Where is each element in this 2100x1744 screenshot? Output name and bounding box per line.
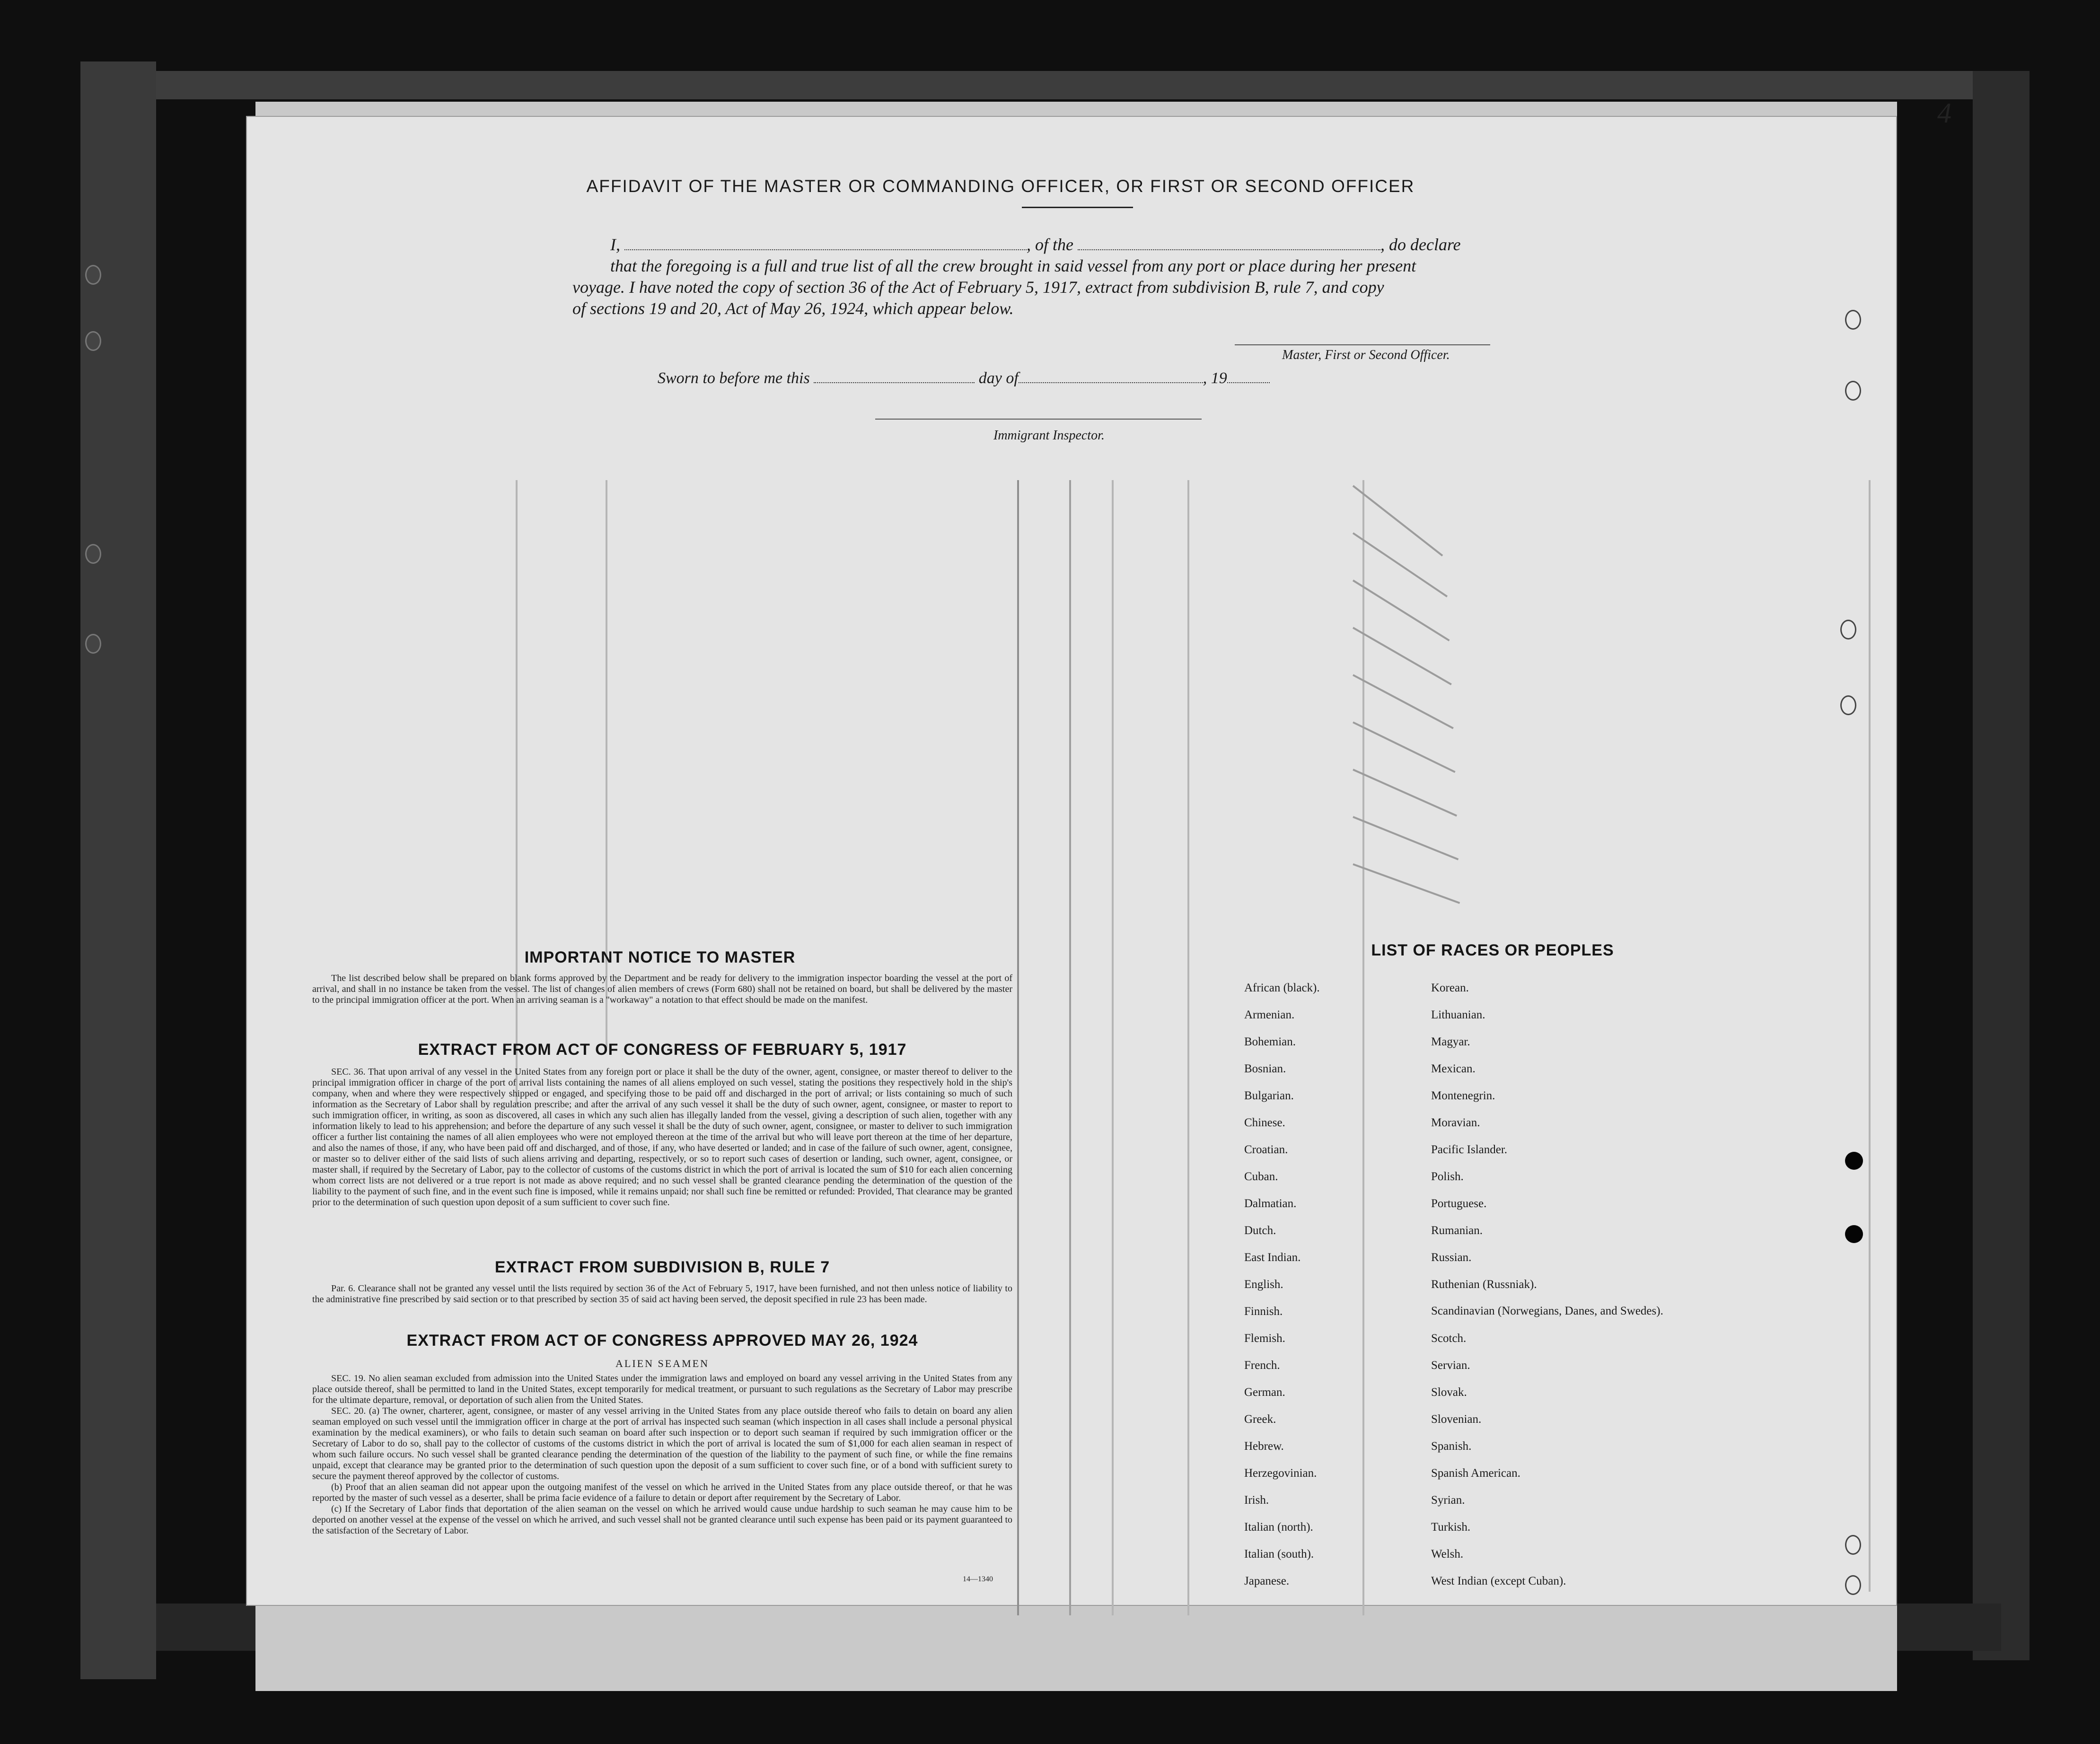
ghost-column-line — [1017, 480, 1019, 1615]
race-item: Greek. — [1244, 1413, 1276, 1426]
backdrop-right — [1973, 71, 2030, 1660]
race-item: Finnish. — [1244, 1305, 1283, 1318]
punch-hole — [1845, 1535, 1861, 1555]
punch-hole — [85, 544, 101, 564]
race-item: Montenegrin. — [1431, 1089, 1495, 1102]
extract3-subheading: ALIEN SEAMEN — [615, 1358, 709, 1369]
extract3-paragraph-1: SEC. 19. No alien seaman excluded from admission into the United States under the immigration laws and employed on board any vessel arriving in the United States from any place outside thereof, shall be permitted to land in the United States, except temporarily for medical treatment, or pursuant to such regulations as the Secretary of Labor may prescribe for the ultimate departure, removal, or deportation of such alien from the United States. — [312, 1373, 1012, 1405]
ghost-column-line — [1362, 480, 1364, 1615]
decl-line-2: that the foregoing is a full and true list of all the crew brought in said vessel from any port or place during her present — [610, 256, 1416, 275]
race-item: Italian (south). — [1244, 1548, 1314, 1560]
sworn-month-blank[interactable] — [1019, 369, 1203, 383]
punch-hole — [85, 265, 101, 285]
notice-heading: IMPORTANT NOTICE TO MASTER — [524, 948, 796, 966]
race-item: French. — [1244, 1359, 1280, 1372]
affidavit-title: AFFIDAVIT OF THE MASTER OR COMMANDING OFFICER, OR FIRST OR SECOND OFFICER — [586, 176, 1415, 196]
notice-paragraph: The list described below shall be prepared on blank forms approved by the Department and be ready for delivery to the immigration inspector boarding the vessel at the port of arrival, and shall in no instance be taken from the vessel. The list of changes of alien members of crews (Form 680) shall not be retained on board, but shall be delivered by the master to the principal immigration officer at the port. When an arriving seaman is a "workaway" a notation to that effect should be made on the manifest. — [312, 973, 1012, 1005]
sworn-day-blank[interactable] — [814, 369, 975, 383]
extract2-paragraph: Par. 6. Clearance shall not be granted any vessel until the lists required by section 36 of the Act of February 5, 1917, have been furnished, and not then unless notice of liability to the administrative fine prescribed by said section or to that prescribed by section 35 of said act having been served, the deposit specified in rule 23 has been made. — [312, 1283, 1012, 1305]
extract1-body — [312, 1067, 1012, 1208]
race-item: Dutch. — [1244, 1224, 1276, 1237]
race-item: African (black). — [1244, 982, 1320, 994]
punch-hole — [1845, 310, 1861, 330]
sworn-text-b: day of — [978, 369, 1019, 387]
punch-hole — [85, 331, 101, 351]
race-item: Cuban. — [1244, 1170, 1278, 1183]
extract3-paragraph-3: (b) Proof that an alien seaman did not appear upon the outgoing manifest of the vessel on which he arrived in the United States from any place outside thereof, or that he was reported by the master of such vessel as a deserter, shall be prima facie evidence of a failure to detain or deport after requirement by the Secretary of Labor. — [312, 1482, 1012, 1503]
ghost-stroke — [1353, 816, 1459, 860]
race-item: Pacific Islander. — [1431, 1143, 1508, 1156]
race-item: Korean. — [1431, 982, 1469, 994]
race-item: Lithuanian. — [1431, 1008, 1485, 1021]
race-item: Slovak. — [1431, 1386, 1467, 1399]
extract1-paragraph: SEC. 36. That upon arrival of any vessel in the United States from any foreign port or place it shall be the duty of the owner, agent, consignee, or master thereof to deliver to the principal immigration officer in charge of the port of arrival lists containing the names of all aliens employed on such vessel, stating the positions they respectively hold in the ship's company, when and where they were respectively shipped or engaged, and specifying those to be paid off and discharged in the port of arrival; or lists containing so much of such information as the Secretary of Labor shall by regulation prescribe; and after the arrival of any such vessel it shall be the duty of such owner, agent, consignee, or master to report to such immigration officer, in writing, as soon as discovered, all cases in which any such alien has illegally landed from the vessel, giving a description of such alien, together with any information likely to lead to his apprehension; and before the departure of any such vessel it shall be the duty of such owner, agent, consignee, or master to deliver to such immigration officer a further list containing the names of all alien employees who were not employed thereon at the time of the arrival but who will leave port thereon at the time of her departure, and also the names of those, if any, who have been paid off and discharged, and of those, if any, who have deserted or landed; and in case of the failure of such owner, agent, consignee, or master so to deliver either of the said lists of such aliens arriving and departing, respectively, or so to report such cases of desertion or landing, such owner, agent, consignee, or master shall, if required by the Secretary of Labor, pay to the collector of customs of the customs district in which the port of arrival is located the sum of $10 for each alien concerning whom correct lists are not delivered or a true report is not made as above required; and no such vessel shall be granted clearance pending the determination of the question of the liability to the payment of such fine, and in the event such fine is imposed, while it remains unpaid; nor shall such fine be remitted or refunded: Provided, That clearance may be granted prior to the determination of such question upon deposit of a sum sufficient to cover such fine. — [312, 1067, 1012, 1208]
races-left-column — [1244, 982, 1320, 1602]
race-item: Syrian. — [1431, 1494, 1465, 1507]
punch-hole-dark — [1845, 1152, 1863, 1170]
ghost-column-line — [516, 480, 518, 1104]
sworn-line — [658, 369, 1270, 387]
race-item: Hebrew. — [1244, 1440, 1284, 1453]
race-item: Bulgarian. — [1244, 1089, 1294, 1102]
decl-of-the: , of the — [1027, 235, 1073, 254]
race-item: Servian. — [1431, 1359, 1470, 1372]
race-item: Mexican. — [1431, 1062, 1476, 1075]
ghost-stroke — [1353, 627, 1452, 685]
form-page — [246, 116, 1897, 1606]
race-item: English. — [1244, 1278, 1283, 1291]
signature-caption: Master, First or Second Officer. — [1282, 348, 1450, 362]
race-item: Welsh. — [1431, 1548, 1464, 1560]
decl-line-3: voyage. I have noted the copy of section 36 of the Act of February 5, 1917, extract from subdivision B, rule 7, and copy — [572, 278, 1384, 297]
race-item: Scandinavian (Norwegians, Danes, and Swedes). — [1431, 1305, 1663, 1317]
backdrop-left — [80, 61, 156, 1679]
decl-do-declare: , do declare — [1380, 235, 1461, 254]
race-item: Scotch. — [1431, 1332, 1467, 1345]
ghost-stroke — [1353, 769, 1457, 816]
ghost-stroke — [1353, 674, 1454, 729]
vessel-blank[interactable] — [1078, 235, 1380, 250]
extract3-heading: EXTRACT FROM ACT OF CONGRESS APPROVED MAY 26, 1924 — [406, 1332, 918, 1350]
signature-line — [1235, 344, 1490, 345]
inspector-line — [875, 419, 1202, 420]
race-item: West Indian (except Cuban). — [1431, 1575, 1566, 1587]
race-item: Rumanian. — [1431, 1224, 1483, 1237]
extract3-body — [312, 1373, 1012, 1536]
declaration-text — [572, 234, 1533, 319]
race-item: Spanish. — [1431, 1440, 1472, 1453]
notice-text — [312, 973, 1012, 1006]
race-item: Italian (north). — [1244, 1521, 1313, 1534]
sworn-text-a: Sworn to before me this — [658, 369, 810, 387]
race-item: Irish. — [1244, 1494, 1269, 1507]
race-item: Croatian. — [1244, 1143, 1288, 1156]
page-number-mark: 4 — [1937, 97, 1951, 129]
inspector-caption: Immigrant Inspector. — [993, 428, 1105, 443]
ghost-stroke — [1353, 721, 1455, 773]
race-item: Herzegovinian. — [1244, 1467, 1317, 1480]
race-item: German. — [1244, 1386, 1285, 1399]
ghost-column-line — [1869, 480, 1871, 1592]
races-heading: LIST OF RACES OR PEOPLES — [1371, 941, 1614, 959]
punch-hole-dark — [1845, 1225, 1863, 1243]
punch-hole — [1840, 620, 1856, 640]
races-right-column — [1431, 982, 1696, 1602]
race-item: Magyar. — [1431, 1035, 1470, 1048]
race-item: Japanese. — [1244, 1575, 1290, 1587]
race-item: Bohemian. — [1244, 1035, 1296, 1048]
extract3-paragraph-4: (c) If the Secretary of Labor finds that deportation of the alien seaman on the vessel on which he arrived would cause undue hardship to such seaman he may cause him to be deported on another vessel at the expense of the vessel on which he arrived, and such vessel shall not be granted clearance until such expense has been paid or its payment guaranteed to the satisfaction of the Secretary of Labor. — [312, 1504, 1012, 1536]
ghost-column-line — [1069, 480, 1071, 1615]
race-item: Polish. — [1431, 1170, 1464, 1183]
name-blank[interactable] — [624, 235, 1027, 250]
extract3-paragraph-2: SEC. 20. (a) The owner, charterer, agent, consignee, or master of any vessel arriving in the United States from any place outside thereof who fails to detain on board any alien seaman employed on such vessel until the immigration officer in charge at the port of arrival has inspected such seaman (which inspection in all cases shall include a personal physical examination by the medical examiners), or who fails to detain such seaman on board after such inspection or to deport such seaman if required by such immigration officer or the Secretary of Labor to do so, shall pay to the collector of customs of the customs district in which the port of arrival is located the sum of $1,000 for each alien seaman in respect of whom such failure occurs. No such vessel shall be granted clearance pending the determination of the question of the liability to the payment of such fine, or while the fine remains unpaid, except that clearance may be granted prior to the determination of such question upon the deposit of a sum sufficient to cover such fine, or of a bond with sufficient surety to secure the payment thereof approved by the collector of customs. — [312, 1406, 1012, 1481]
race-item: Portuguese. — [1431, 1197, 1487, 1210]
ghost-column-line — [1187, 480, 1189, 1615]
punch-hole — [85, 634, 101, 654]
race-item: Russian. — [1431, 1251, 1472, 1264]
race-item: Flemish. — [1244, 1332, 1285, 1345]
punch-hole — [1840, 695, 1856, 715]
ghost-column-line — [1112, 480, 1114, 1615]
punch-hole — [1845, 1575, 1861, 1595]
title-rule — [1022, 207, 1133, 208]
form-number: 14—1340 — [963, 1575, 993, 1583]
race-item: Dalmatian. — [1244, 1197, 1297, 1210]
race-item: Armenian. — [1244, 1008, 1295, 1021]
extract1-heading: EXTRACT FROM ACT OF CONGRESS OF FEBRUARY 5, 1917 — [418, 1041, 907, 1059]
ghost-stroke — [1353, 863, 1460, 904]
race-item: Turkish. — [1431, 1521, 1471, 1534]
race-item: Bosnian. — [1244, 1062, 1286, 1075]
race-item: East Indian. — [1244, 1251, 1301, 1264]
race-item: Ruthenian (Russniak). — [1431, 1278, 1537, 1291]
backdrop-top — [156, 71, 2020, 99]
race-item: Chinese. — [1244, 1116, 1285, 1129]
extract2-heading: EXTRACT FROM SUBDIVISION B, RULE 7 — [494, 1258, 830, 1276]
race-item: Spanish American. — [1431, 1467, 1520, 1480]
ghost-stroke — [1353, 485, 1443, 556]
sworn-year-blank[interactable] — [1227, 369, 1270, 383]
decl-i: I, — [610, 235, 620, 254]
extract2-body — [312, 1283, 1012, 1305]
race-item: Slovenian. — [1431, 1413, 1482, 1426]
decl-line-4: of sections 19 and 20, Act of May 26, 1924, which appear below. — [572, 299, 1014, 318]
sworn-text-c: , 19 — [1203, 369, 1227, 387]
race-item: Moravian. — [1431, 1116, 1480, 1129]
punch-hole — [1845, 381, 1861, 401]
